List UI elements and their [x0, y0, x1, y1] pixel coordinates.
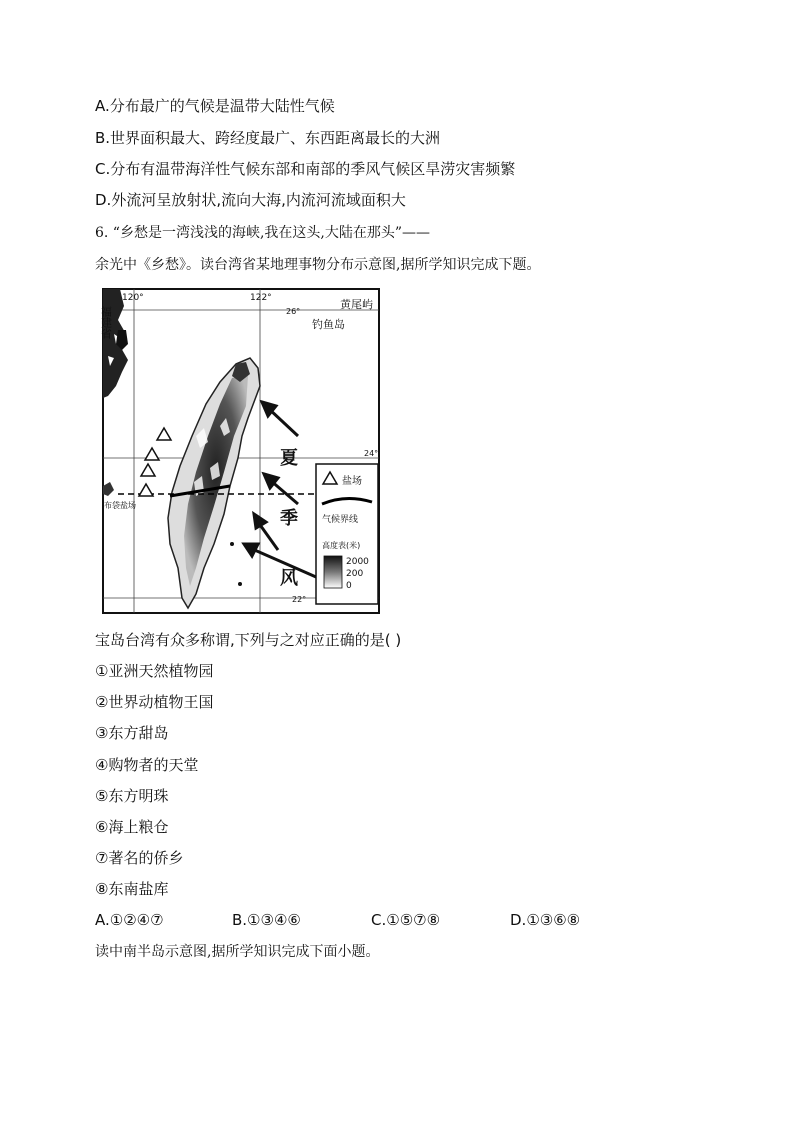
next-question-intro: 读中南半岛示意图,据所学知识完成下面小题。	[95, 944, 380, 960]
taiwan-map	[100, 286, 382, 616]
choice-c[interactable]: C.①⑤⑦⑧	[371, 911, 441, 929]
list-item: ②世界动植物王国	[95, 693, 214, 711]
list-item: ⑥海上粮仓	[95, 818, 169, 836]
fujian-label: 福建省	[100, 306, 113, 339]
legend-salt-label: 盐场	[342, 476, 362, 487]
budai-label: 布袋盐场	[104, 501, 136, 510]
list-item: ⑧东南盐库	[95, 880, 169, 898]
legend-height-200: 200	[346, 569, 364, 579]
lon-label-120: 120°	[122, 293, 144, 303]
legend-height-bar	[324, 556, 342, 588]
option-a: A.分布最广的气候是温带大陆性气候	[95, 97, 335, 115]
legend-height-2000: 2000	[346, 557, 369, 567]
choice-a[interactable]: A.①②④⑦	[95, 911, 164, 929]
choice-d[interactable]: D.①③⑥⑧	[510, 911, 581, 929]
choice-b[interactable]: B.①③④⑥	[232, 911, 301, 929]
list-item: ③东方甜岛	[95, 724, 169, 742]
question-6-line1: 6. “乡愁是一湾浅浅的海峡,我在这头,大陆在那头”——	[95, 225, 431, 241]
wind-label-summer: 夏	[280, 448, 298, 469]
wind-label-season: 季	[280, 508, 298, 529]
list-item: ⑤东方明珠	[95, 787, 169, 805]
question-6-line2: 余光中《乡愁》。读台湾省某地理事物分布示意图,据所学知识完成下题。	[95, 257, 541, 273]
lat-label-26: 26°	[286, 307, 301, 316]
huangwei-label: 黄尾屿	[340, 298, 373, 311]
option-d: D.外流河呈放射状,流向大海,内流河流域面积大	[95, 191, 406, 209]
legend-climate-label: 气候界线	[322, 515, 359, 525]
legend-height-0: 0	[346, 581, 352, 591]
lat-label-22: 22°	[292, 595, 307, 604]
question-stem: 宝岛台湾有众多称谓,下列与之对应正确的是( )	[95, 631, 402, 649]
wind-label-wind: 风	[280, 568, 298, 589]
map-legend	[316, 464, 378, 604]
lon-label-122: 122°	[250, 293, 272, 303]
list-item: ①亚洲天然植物园	[95, 662, 214, 680]
list-item: ⑦著名的侨乡	[95, 849, 184, 867]
option-b: B.世界面积最大、跨经度最广、东西距离最长的大洲	[95, 129, 441, 147]
legend-height-title: 高度表(米)	[322, 541, 361, 550]
option-c: C.分布有温带海洋性气候东部和南部的季风气候区旱涝灾害频繁	[95, 160, 516, 178]
lat-label-24: 24°	[364, 449, 379, 458]
diaoyu-label: 钓鱼岛	[312, 318, 345, 331]
list-item: ④购物者的天堂	[95, 756, 199, 774]
